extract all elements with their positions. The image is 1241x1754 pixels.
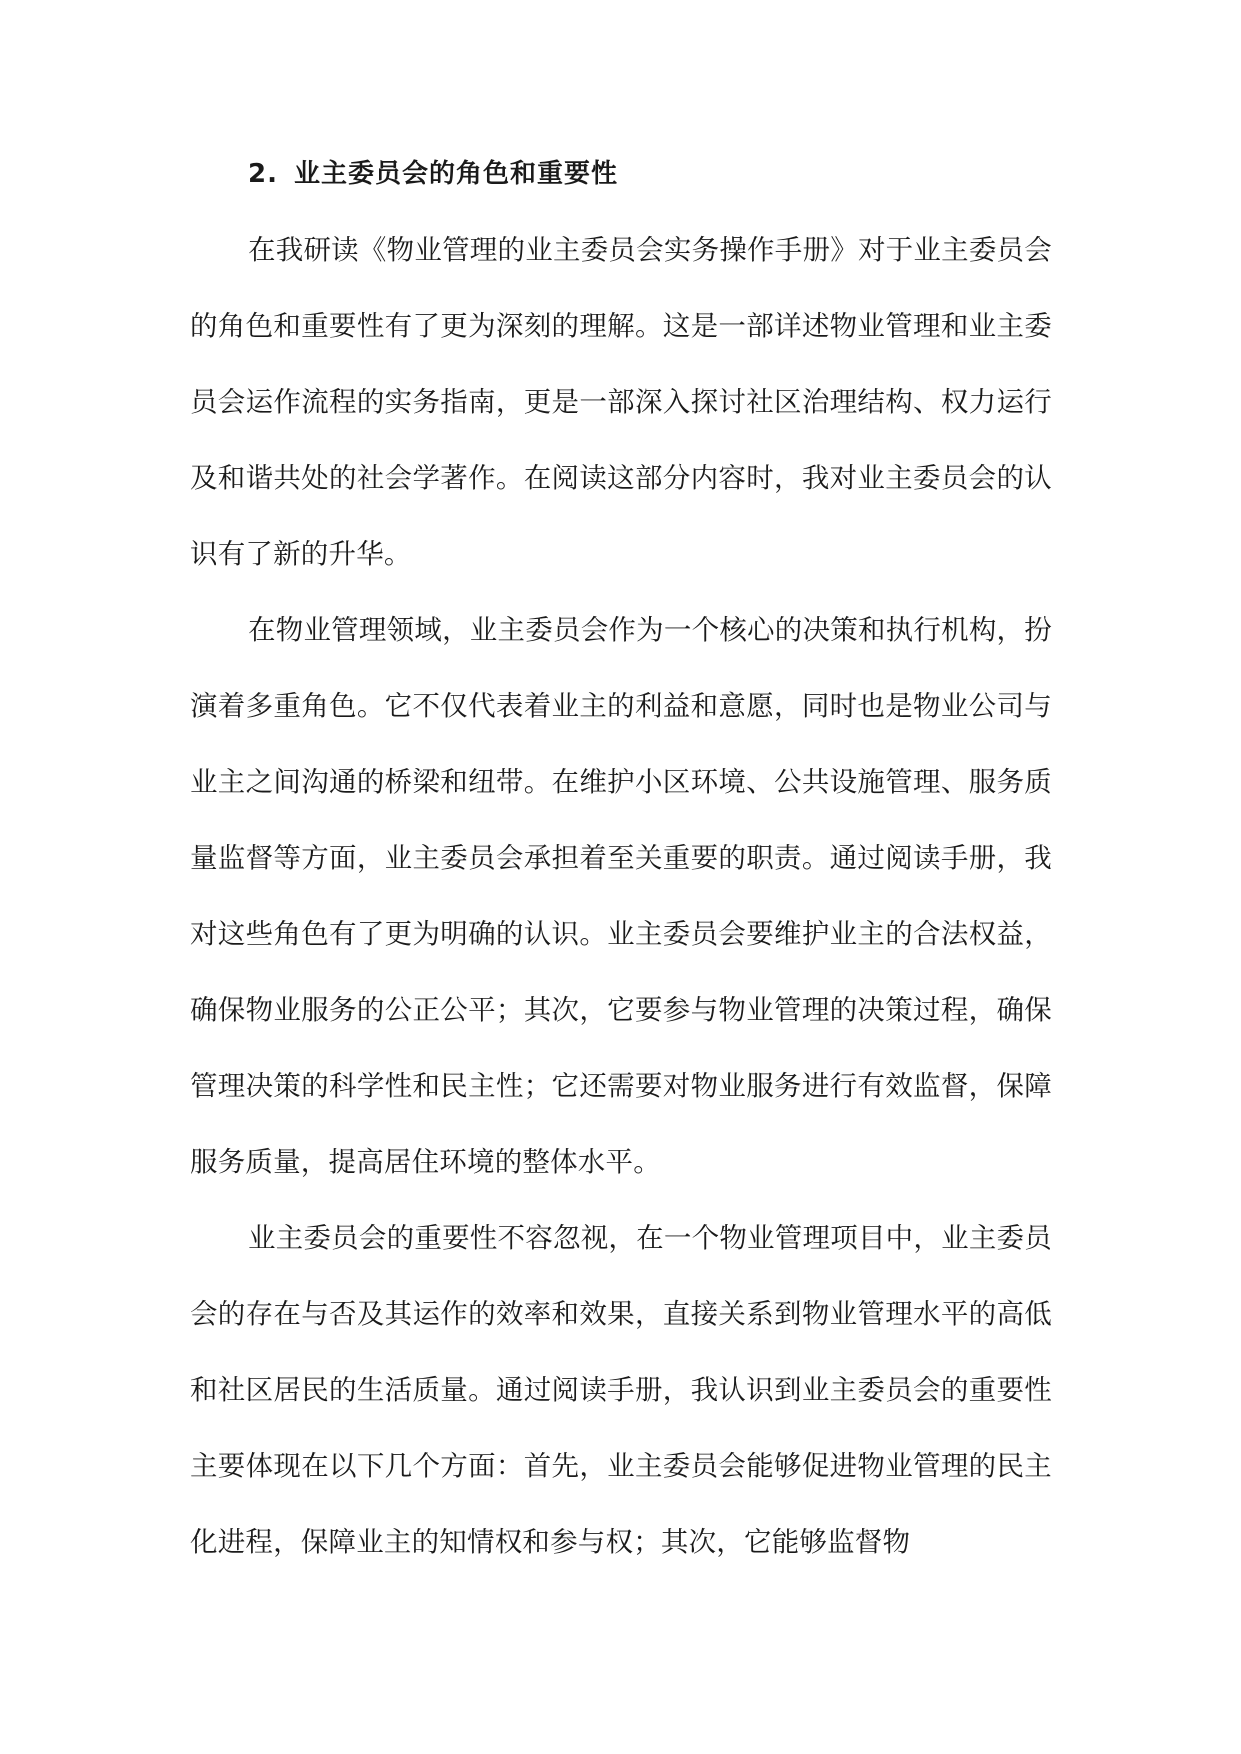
section-title: 业主委员会的角色和重要性 <box>293 159 618 189</box>
document-body <box>190 136 1052 1580</box>
paragraph-3: 业主委员会的重要性不容忽视，在一个物业管理项目中，业主委员会的存在与否及其运作的效率和效果，直接关系到物业管理水平的高低和社区居民的生活质量。通过阅读手册，我认识到业主委员会的重要性主要体现在以下几个方面：首先，业主委员会能够促进物业管理的民主化进程，保障业主的知情权和参与权；其次，它能够监督物 <box>190 1222 1052 1558</box>
section-number: 2. <box>248 159 278 189</box>
paragraph-1: 在我研读《物业管理的业主委员会实务操作手册》对于业主委员会的角色和重要性有了更为深刻的理解。这是一部详述物业管理和业主委员会运作流程的实务指南，更是一部深入探讨社区治理结构、权力运行及和谐共处的社会学著作。在阅读这部分内容时，我对业主委员会的认识有了新的升华。 <box>190 234 1052 570</box>
paragraph-2: 在物业管理领域，业主委员会作为一个核心的决策和执行机构，扮演着多重角色。它不仅代表着业主的利益和意愿，同时也是物业公司与业主之间沟通的桥梁和纽带。在维护小区环境、公共设施管理、服务质量监督等方面，业主委员会承担着至关重要的职责。通过阅读手册，我对这些角色有了更为明确的认识。业主委员会要维护业主的合法权益，确保物业服务的公正公平；其次，它要参与物业管理的决策过程，确保管理决策的科学性和民主性；它还需要对物业服务进行有效监督，保障服务质量，提高居住环境的整体水平。 <box>190 614 1052 1178</box>
section-heading <box>190 136 1052 212</box>
